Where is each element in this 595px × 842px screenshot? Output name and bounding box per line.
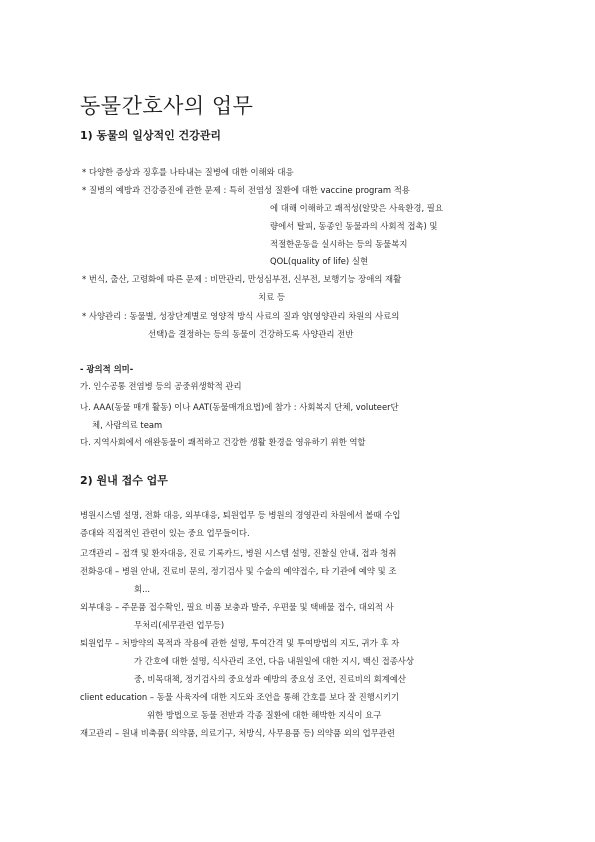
list-item-continuation: 회... <box>134 584 151 594</box>
list-item: 나. AAA(동물 매개 활동) 이나 AAT(동물매개요법)에 참가 : 사회복지 단체, voluteer단 <box>80 402 399 412</box>
list-item-continuation: QOL(quality of life) 실현 <box>270 256 369 266</box>
list-item: 퇴원업무 – 처방약의 목적과 작용에 관한 설명, 투여간격 및 투여방법의 지도, 귀가 후 자 <box>80 638 400 648</box>
paragraph-line: 병원시스템 설명, 전화 대응, 외부대응, 퇴원업무 등 병원의 경영관리 차원에서 볼때 수입 <box>80 510 401 520</box>
list-item: * 번식, 출산, 고령화에 따른 문제 : 비만관리, 만성심부전, 신부전, 보행기능 장애의 재활 <box>82 274 402 284</box>
page-title: 동물간호사의 업무 <box>80 94 254 118</box>
list-item-continuation: 체, 사람의료 team <box>92 420 163 430</box>
meaning-heading: - 광의적 의미- <box>80 364 134 374</box>
section1-heading: 1) 동물의 일상적인 건강관리 <box>80 129 222 142</box>
list-item-continuation: 가 간호에 대한 설명, 식사관리 조언, 다음 내원일에 대한 지시, 백신 접종사상 <box>134 656 414 666</box>
list-item: 가. 인수공통 전염병 등의 공중위생학적 관리 <box>80 381 242 391</box>
list-item: 재고관리 – 원내 비축품( 의약품, 의료기구, 처방식, 사무용품 등) 의약품 외의 업무관련 <box>80 728 395 738</box>
list-item: 전화응대 – 병원 안내, 진료비 문의, 정기검사 및 수술의 예약접수, 타 기관에 예약 및 조 <box>80 566 397 576</box>
list-item: client education – 동물 사육자에 대한 지도와 조언을 통해 간호를 보다 잘 진행시키기 <box>80 692 400 702</box>
list-item: * 다양한 증상과 징후를 나타내는 질병에 대한 이해와 대응 <box>82 167 294 177</box>
list-item: 고객관리 – 접객 및 환자대응, 진료 기록카드, 병원 시스템 설명, 진찰실 안내, 접과 청취 <box>80 548 397 558</box>
list-item: 다. 지역사회에서 애완동물이 쾌적하고 건강한 생활 환경을 영유하기 위한 역할 <box>80 437 366 447</box>
list-item-continuation: 위한 방법으로 동물 전반과 각종 질환에 대한 해박한 지식이 요구 <box>147 710 382 720</box>
list-item-continuation: 량에서 탈피, 동종인 동물과의 사회적 접촉) 및 <box>270 221 438 231</box>
list-item-continuation: 에 대해 이해하고 쾌적성(알맞은 사육환경, 필요 <box>270 203 443 213</box>
list-item: * 사양관리 : 동물별, 성장단계별로 영양적 방식 사료의 질과 양(영양관리 차원의 사료의 <box>82 311 400 321</box>
list-item: 외부대응 – 주문품 접수확인, 필요 비품 보충과 발주, 우편물 및 택배물 접수, 대외적 사 <box>80 602 394 612</box>
section2-heading: 2) 원내 접수 업무 <box>80 474 168 487</box>
list-item-continuation: 치료 등 <box>258 292 285 302</box>
paragraph-line: 증대와 직접적인 관련이 있는 중요 업무들이다. <box>80 528 250 538</box>
list-item-continuation: 무처리(세무관련 업무등) <box>134 620 225 630</box>
list-item: * 질병의 예방과 건강증진에 관한 문제 : 특히 전염성 질환에 대한 vaccine program 적용 <box>82 185 410 195</box>
list-item-continuation: 중, 비목대책, 정기검사의 중요성과 예방의 중요성 조언, 진료비의 회계예산 <box>134 674 406 684</box>
list-item-continuation: 적절한운동을 실시하는 등의 동물복지 <box>270 239 408 249</box>
list-item-continuation: 선택)을 결정하는 등의 동물이 건강하도록 사양관리 전반 <box>148 329 354 339</box>
